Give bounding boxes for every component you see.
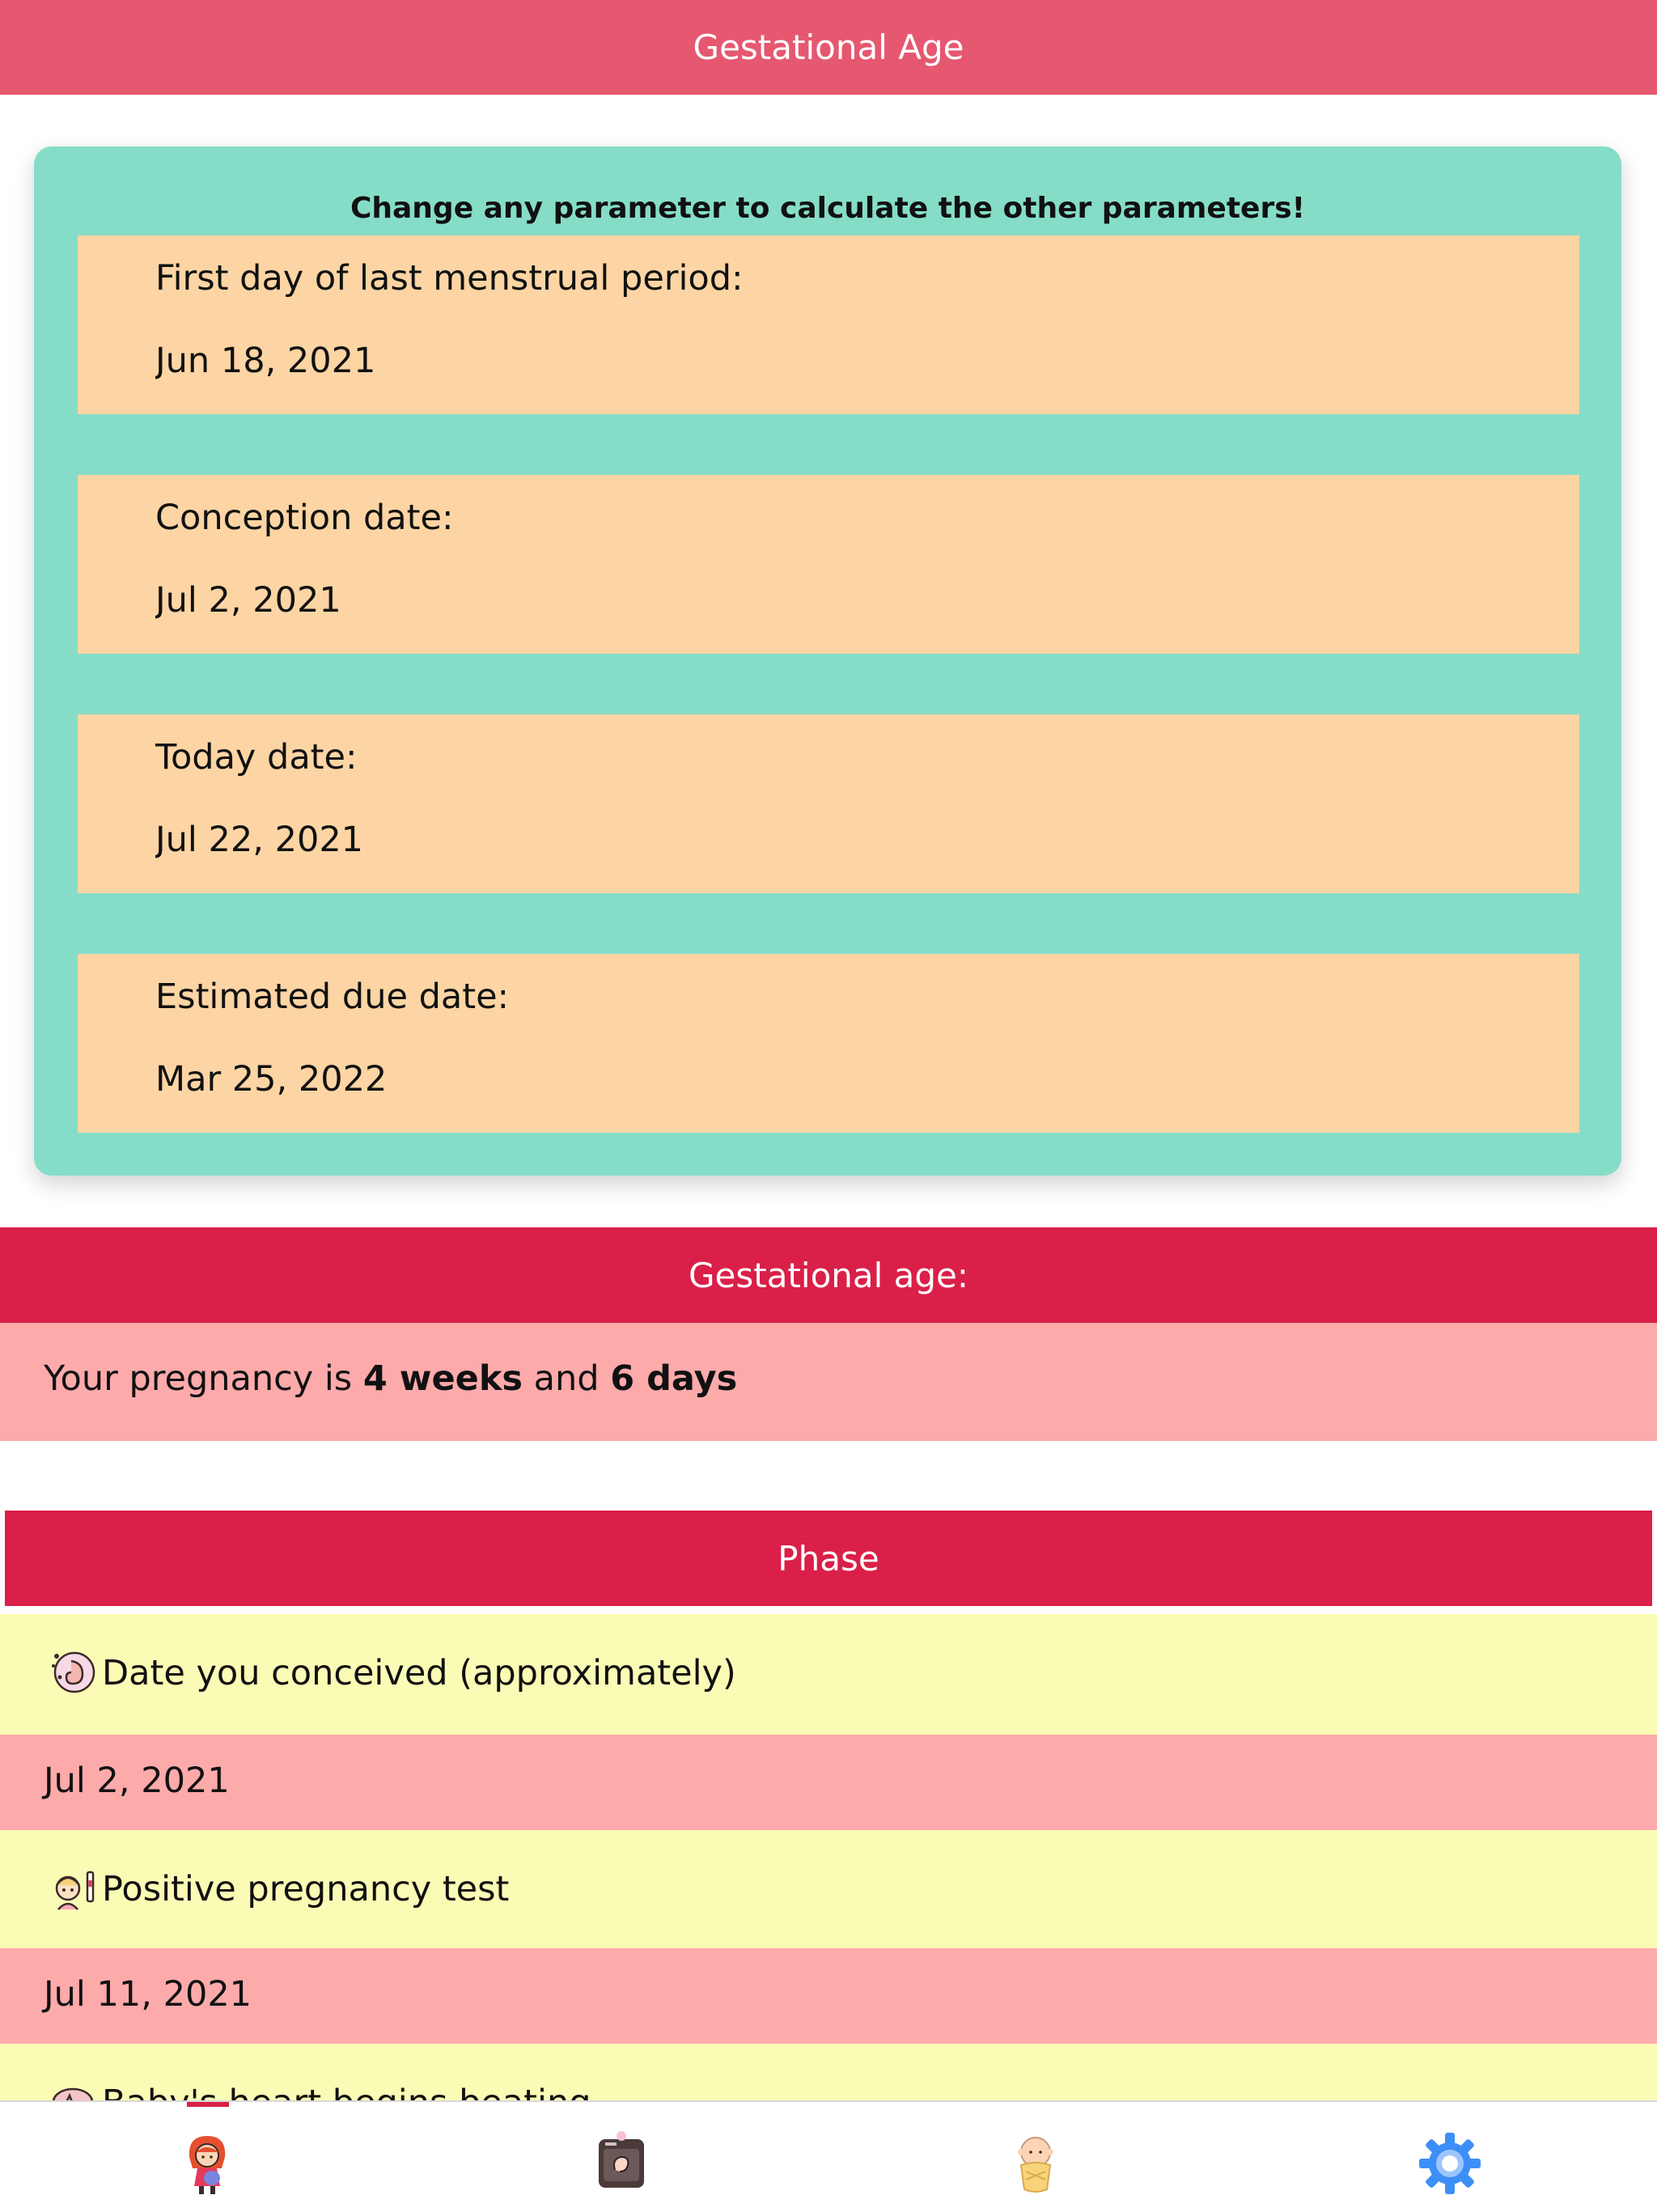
conception-date-label: Conception date: — [155, 498, 454, 538]
result-weeks: 4 weeks — [362, 1358, 523, 1399]
phase-date-row — [0, 1735, 1657, 1830]
calculator-card — [34, 146, 1621, 1176]
phase-date: Jul 11, 2021 — [44, 1974, 252, 2015]
gestational-age-sentence — [44, 1358, 737, 1399]
due-date-input[interactable] — [155, 1059, 884, 1100]
result-days: 6 days — [610, 1358, 738, 1399]
tab-baby[interactable] — [828, 2102, 1243, 2212]
gestational-age-header — [0, 1227, 1657, 1323]
phase-label: Positive pregnancy test — [102, 1869, 510, 1909]
calculator-instructions: Change any parameter to calculate the other parameters! — [350, 192, 1306, 225]
pregnancy-test-icon — [47, 1864, 99, 1916]
page-title: Gestational Age — [693, 28, 964, 67]
conception-date-field[interactable] — [78, 475, 1579, 654]
phase-row — [0, 1614, 1657, 1735]
today-date-label: Today date: — [155, 737, 358, 778]
gear-icon — [1416, 2129, 1484, 2197]
lmp-date-field[interactable] — [78, 235, 1579, 414]
phase-header — [5, 1511, 1652, 1606]
pregnant-woman-icon — [173, 2129, 241, 2197]
gestational-age-result — [0, 1323, 1657, 1441]
baby-icon — [1002, 2129, 1070, 2197]
conception-icon — [47, 1645, 99, 1697]
gestational-age-header-label: Gestational age: — [688, 1255, 969, 1295]
tab-selected-indicator — [187, 2102, 229, 2107]
phase-row — [0, 1830, 1657, 1951]
today-date-input[interactable] — [155, 820, 884, 860]
tab-bar — [0, 2100, 1657, 2212]
conception-date-input[interactable] — [155, 580, 884, 621]
due-date-label: Estimated due date: — [155, 977, 510, 1017]
tab-ultrasound[interactable] — [414, 2102, 828, 2212]
result-joiner: and — [523, 1358, 611, 1399]
ultrasound-icon — [587, 2129, 655, 2197]
lmp-date-input[interactable] — [155, 341, 884, 381]
lmp-date-label: First day of last menstrual period: — [155, 258, 744, 299]
result-prefix: Your pregnancy is — [44, 1358, 363, 1399]
phase-date-row — [0, 1948, 1657, 2044]
phase-header-label: Phase — [778, 1538, 879, 1578]
nav-bar — [0, 0, 1657, 95]
due-date-field[interactable] — [78, 954, 1579, 1133]
tab-pregnancy[interactable] — [0, 2102, 414, 2212]
phase-date: Jul 2, 2021 — [44, 1761, 230, 1801]
phase-label: Date you conceived (approximately) — [102, 1653, 736, 1693]
tab-settings[interactable] — [1243, 2102, 1657, 2212]
today-date-field[interactable] — [78, 714, 1579, 893]
